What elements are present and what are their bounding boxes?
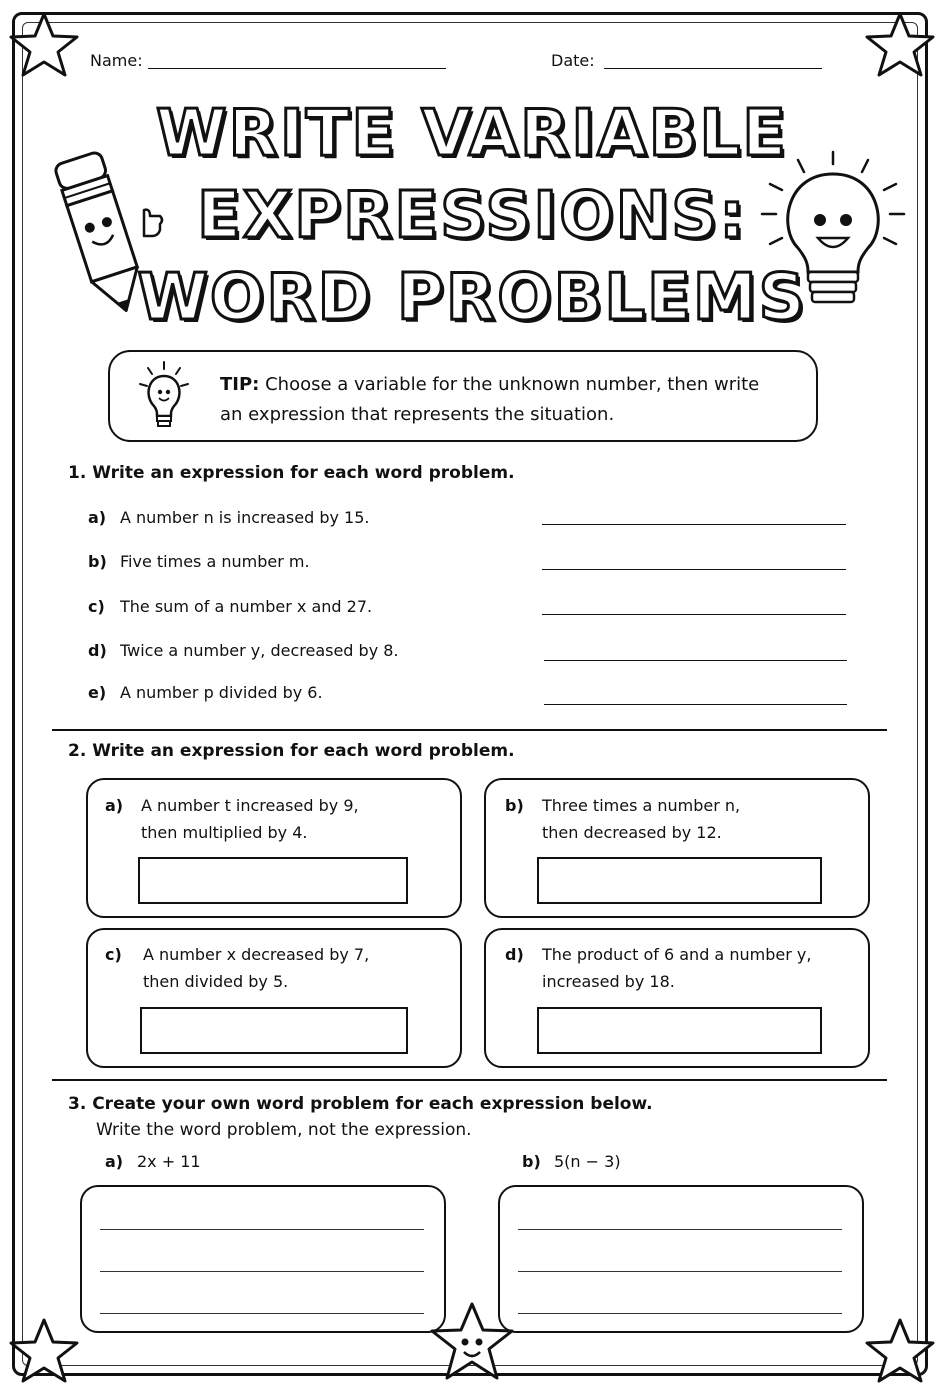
- section1-title: 1. Write an expression for each word problem.: [68, 463, 515, 483]
- card-letter: c): [105, 945, 122, 964]
- star-icon: [862, 10, 938, 80]
- section-divider: [52, 1079, 887, 1081]
- list-item: e) A number p divided by 6.: [88, 683, 323, 702]
- answer-line[interactable]: [542, 614, 846, 615]
- answer-line[interactable]: [542, 569, 846, 570]
- section3-title: 3. Create your own word problem for each expression below.: [68, 1094, 653, 1114]
- answer-box[interactable]: [537, 857, 822, 904]
- star-icon: [6, 10, 82, 80]
- card-letter: a): [105, 796, 124, 815]
- list-item: c) The sum of a number x and 27.: [88, 597, 373, 616]
- tip-text: [220, 370, 800, 430]
- title-line-2: EXPRESSIONS:: [197, 179, 747, 253]
- list-item: a) A number n is increased by 15.: [88, 508, 370, 527]
- card-text: A number t increased by 9, then multiplied by 4.: [141, 796, 359, 842]
- expression-b: b) 5(n − 3): [522, 1152, 621, 1171]
- tip-line-1: Choose a variable for the unknown number, then write: [259, 374, 760, 395]
- star-icon: [862, 1316, 938, 1386]
- date-label: Date:: [551, 51, 595, 70]
- name-label: Name:: [90, 51, 143, 70]
- answer-box[interactable]: [537, 1007, 822, 1054]
- lightbulb-character-icon: [758, 148, 908, 318]
- writing-box-a[interactable]: [80, 1185, 446, 1333]
- pencil-character-icon: [48, 146, 166, 322]
- card-text: Three times a number n, then decreased by 12.: [542, 796, 741, 842]
- section3-subtitle: Write the word problem, not the expression.: [96, 1120, 472, 1140]
- star-icon: [6, 1316, 82, 1386]
- lightbulb-icon: [134, 360, 194, 430]
- card-letter: b): [505, 796, 524, 815]
- writing-box-b[interactable]: [498, 1185, 864, 1333]
- list-item: b) Five times a number m.: [88, 552, 310, 571]
- section2-title: 2. Write an expression for each word problem.: [68, 741, 515, 761]
- writing-line[interactable]: [100, 1229, 424, 1230]
- writing-line[interactable]: [100, 1271, 424, 1272]
- tip-label: TIP:: [220, 374, 260, 395]
- writing-line[interactable]: [518, 1271, 842, 1272]
- title-line-1: WRITE VARIABLE: [156, 97, 788, 171]
- expression-a: a) 2x + 11: [105, 1152, 201, 1171]
- writing-line[interactable]: [100, 1313, 424, 1314]
- answer-line[interactable]: [544, 704, 847, 705]
- section-divider: [52, 729, 887, 731]
- answer-box[interactable]: [138, 857, 408, 904]
- date-field[interactable]: [604, 68, 822, 69]
- card-text: The product of 6 and a number y, increased by 18.: [542, 945, 812, 991]
- writing-line[interactable]: [518, 1313, 842, 1314]
- card-letter: d): [505, 945, 524, 964]
- answer-line[interactable]: [544, 660, 847, 661]
- tip-line-2: an expression that represents the situation.: [220, 404, 615, 425]
- name-field[interactable]: [148, 68, 446, 69]
- answer-line[interactable]: [542, 524, 846, 525]
- title-line-3: WORD PROBLEMS: [137, 261, 807, 335]
- list-item: d) Twice a number y, decreased by 8.: [88, 641, 399, 660]
- card-text: A number x decreased by 7, then divided by 5.: [143, 945, 370, 991]
- answer-box[interactable]: [140, 1007, 408, 1054]
- writing-line[interactable]: [518, 1229, 842, 1230]
